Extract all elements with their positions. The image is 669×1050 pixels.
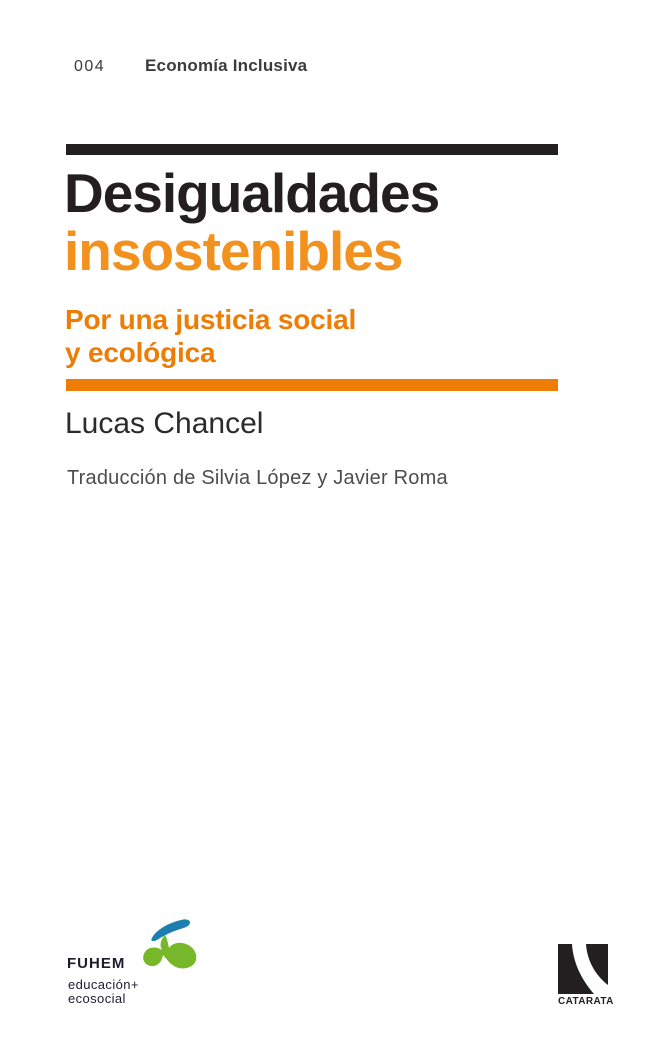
fuhem-leaf-icon [136, 905, 202, 971]
book-subtitle-line1: Por una justicia social [65, 304, 357, 335]
fuhem-tagline-line1: educación+ [68, 977, 139, 992]
book-title-line2: insostenibles [64, 220, 403, 282]
book-title [64, 164, 439, 280]
fuhem-logo [66, 905, 226, 1010]
book-subtitle [65, 303, 356, 369]
series-number: 004 [74, 58, 106, 75]
book-title-line1: Desigualdades [64, 162, 440, 224]
book-subtitle-line2: y ecológica [65, 337, 216, 368]
fuhem-wordmark: fuhem [67, 950, 126, 973]
translation-credit: Traducción de Silvia López y Javier Roma [67, 467, 448, 489]
catarata-waterfall-icon [558, 944, 608, 994]
author-name: Lucas Chancel [65, 407, 264, 440]
fuhem-tagline [68, 978, 139, 1006]
accent-rule [66, 379, 558, 391]
title-rule [66, 144, 558, 155]
catarata-wordmark: CATARATA [558, 996, 614, 1007]
series-name: Economía Inclusiva [145, 56, 308, 75]
fuhem-tagline-line2: ecosocial [68, 991, 126, 1006]
catarata-logo [558, 944, 614, 1010]
